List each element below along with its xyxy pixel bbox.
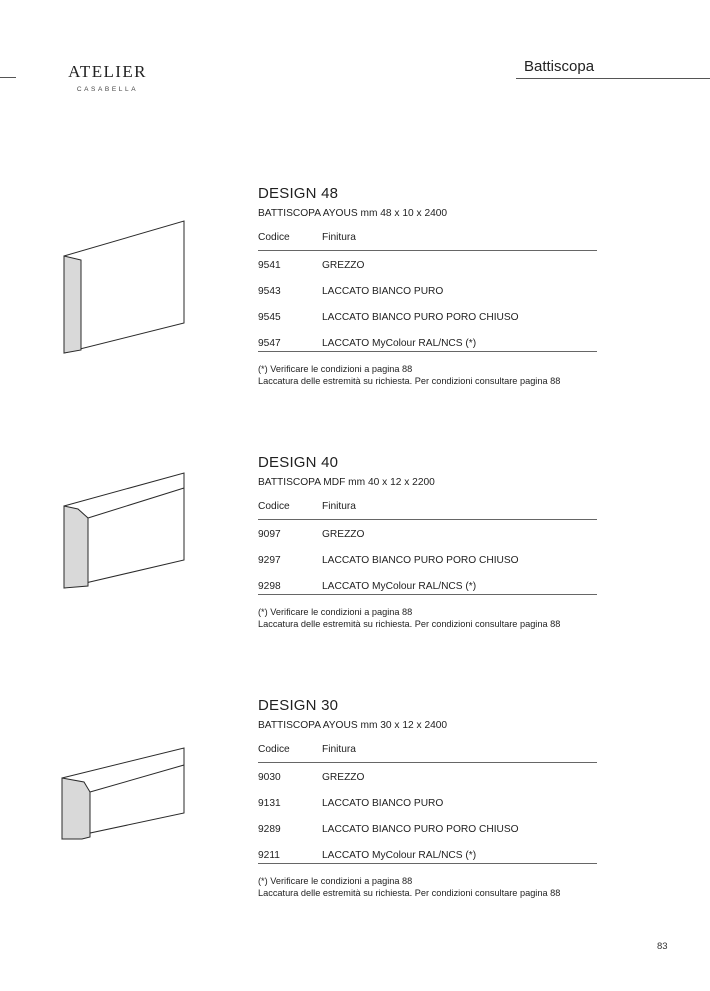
footnote <box>258 364 597 387</box>
footnote-line-2: Laccatura delle estremità su richiesta. Per condizioni consultare pagina 88 <box>258 887 561 898</box>
row-code: 9289 <box>258 824 281 835</box>
row-code: 9097 <box>258 529 281 540</box>
profile-drawing-design-30 <box>60 745 186 843</box>
column-header-finish: Finitura <box>322 744 356 755</box>
footnote-line-1: (*) Verificare le condizioni a pagina 88 <box>258 876 413 886</box>
header-rule-right <box>516 78 710 79</box>
row-finish: GREZZO <box>322 260 365 271</box>
table-row <box>258 841 597 863</box>
design-subtitle: BATTISCOPA AYOUS mm 48 x 10 x 2400 <box>258 208 448 219</box>
row-finish: LACCATO BIANCO PURO <box>322 286 444 297</box>
finish-table <box>258 763 597 864</box>
footnote <box>258 876 597 899</box>
row-finish: LACCATO BIANCO PURO PORO CHIUSO <box>322 824 519 835</box>
design-subtitle: BATTISCOPA AYOUS mm 30 x 12 x 2400 <box>258 720 448 731</box>
row-code: 9547 <box>258 338 281 349</box>
row-finish: LACCATO MyColour RAL/NCS (*) <box>322 581 477 592</box>
table-row <box>258 520 597 546</box>
section-title: Battiscopa <box>524 58 595 75</box>
profile-drawing-design-40 <box>60 470 186 592</box>
table-row <box>258 277 597 303</box>
footnote-line-2: Laccatura delle estremità su richiesta. Per condizioni consultare pagina 88 <box>258 618 561 629</box>
table-row <box>258 763 597 789</box>
column-header-code: Codice <box>258 744 290 755</box>
design-title: DESIGN 30 <box>258 697 339 714</box>
page-number: 83 <box>657 941 668 952</box>
table-header <box>258 232 597 251</box>
footnote-line-1: (*) Verificare le condizioni a pagina 88 <box>258 364 413 374</box>
table-row <box>258 251 597 277</box>
column-header-finish: Finitura <box>322 232 356 243</box>
design-title: DESIGN 40 <box>258 454 339 471</box>
column-header-code: Codice <box>258 501 290 512</box>
row-code: 9211 <box>258 850 280 861</box>
footnote-line-2: Laccatura delle estremità su richiesta. Per condizioni consultare pagina 88 <box>258 375 561 386</box>
row-code: 9298 <box>258 581 281 592</box>
design-title: DESIGN 48 <box>258 185 339 202</box>
table-row <box>258 303 597 329</box>
table-row <box>258 546 597 572</box>
row-code: 9030 <box>258 772 281 783</box>
header-rule-left <box>0 77 16 78</box>
column-header-code: Codice <box>258 232 290 243</box>
row-finish: GREZZO <box>322 772 365 783</box>
row-code: 9131 <box>258 798 281 809</box>
table-header <box>258 501 597 520</box>
row-finish: LACCATO BIANCO PURO PORO CHIUSO <box>322 555 519 566</box>
row-code: 9543 <box>258 286 281 297</box>
row-finish: LACCATO BIANCO PURO PORO CHIUSO <box>322 312 519 323</box>
row-finish: LACCATO BIANCO PURO <box>322 798 444 809</box>
row-finish: LACCATO MyColour RAL/NCS (*) <box>322 338 477 349</box>
logo-sub-text: CASABELLA <box>76 86 139 93</box>
footnote <box>258 607 597 630</box>
design-40-block <box>258 454 597 630</box>
row-finish: LACCATO MyColour RAL/NCS (*) <box>322 850 477 861</box>
table-row <box>258 815 597 841</box>
row-finish: GREZZO <box>322 529 365 540</box>
row-code: 9297 <box>258 555 281 566</box>
column-header-finish: Finitura <box>322 501 356 512</box>
table-row <box>258 329 597 351</box>
design-48-block <box>258 185 597 387</box>
row-code: 9545 <box>258 312 281 323</box>
footnote-line-1: (*) Verificare le condizioni a pagina 88 <box>258 607 413 617</box>
row-code: 9541 <box>258 260 281 271</box>
logo-main-text: ATELIER <box>68 62 147 81</box>
table-row <box>258 572 597 594</box>
brand-logo <box>60 62 155 93</box>
design-30-block <box>258 697 597 899</box>
design-subtitle: BATTISCOPA MDF mm 40 x 12 x 2200 <box>258 477 435 488</box>
finish-table <box>258 520 597 595</box>
profile-drawing-design-48 <box>60 218 186 356</box>
finish-table <box>258 251 597 352</box>
table-row <box>258 789 597 815</box>
table-header <box>258 744 597 763</box>
